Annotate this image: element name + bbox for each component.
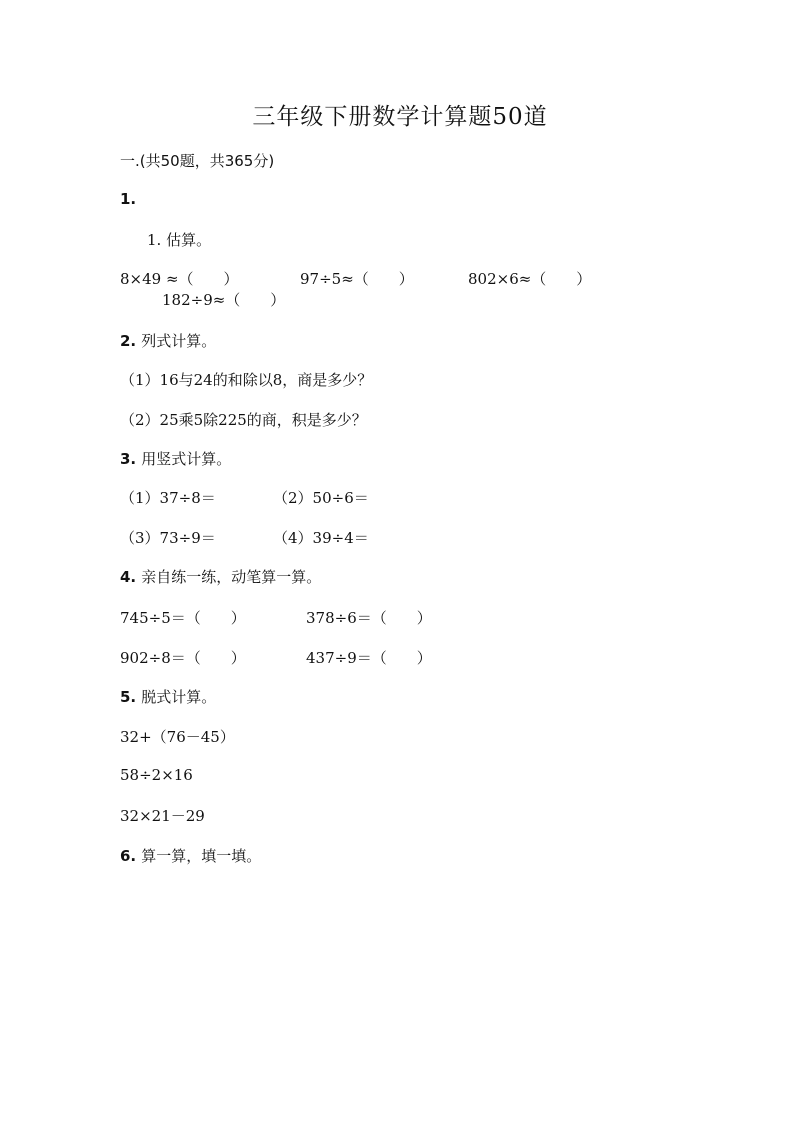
question-3-prompt: 用竖式计算。 <box>141 450 232 468</box>
question-3-header <box>120 448 231 469</box>
question-2-item-2: （2）25乘5除225的商，积是多少？ <box>120 411 367 429</box>
question-1-number: 1. <box>120 190 137 208</box>
question-4-item-4: 437÷9＝（ ） <box>306 649 432 667</box>
question-1-item-1: 8×49 ≈（ ） <box>120 270 239 288</box>
question-4-prompt: 亲自练一练，动笔算一算。 <box>141 568 322 586</box>
question-4-item-1: 745÷5＝（ ） <box>120 609 246 627</box>
question-3-item-3: （3）73÷9＝ <box>120 529 216 547</box>
question-1-item-4: 182÷9≈（ ） <box>162 291 286 309</box>
question-5-prompt: 脱式计算。 <box>141 688 217 706</box>
question-3-item-1: （1）37÷8＝ <box>120 489 216 507</box>
question-2-number: 2. <box>120 332 137 350</box>
question-6-header <box>120 845 261 866</box>
question-1-item-3: 802×6≈（ ） <box>468 270 592 288</box>
question-2-prompt: 列式计算。 <box>141 332 217 350</box>
question-4-item-2: 378÷6＝（ ） <box>306 609 432 627</box>
question-6-prompt: 算一算，填一填。 <box>141 847 262 865</box>
question-4-header <box>120 566 321 587</box>
page-title: 三年级下册数学计算题50道 <box>252 104 548 130</box>
question-1-item-2: 97÷5≈（ ） <box>300 270 414 288</box>
question-5-item-2: 58÷2×16 <box>120 766 193 784</box>
question-5-item-3: 32×21－29 <box>120 807 205 825</box>
question-6-number: 6. <box>120 847 137 865</box>
question-3-number: 3. <box>120 450 137 468</box>
question-4-number: 4. <box>120 568 137 586</box>
question-2-header <box>120 330 216 351</box>
question-5-item-1: 32+（76－45） <box>120 728 235 746</box>
question-5-header <box>120 686 216 707</box>
question-2-item-1: （1）16与24的和除以8，商是多少？ <box>120 371 373 389</box>
question-5-number: 5. <box>120 688 137 706</box>
question-3-item-4: （4）39÷4＝ <box>273 529 369 547</box>
question-1-sub-label: 1. 估算。 <box>147 231 212 249</box>
question-4-item-3: 902÷8＝（ ） <box>120 649 246 667</box>
section-heading: 一.(共50题，共365分) <box>120 152 275 170</box>
question-3-item-2: （2）50÷6＝ <box>273 489 369 507</box>
